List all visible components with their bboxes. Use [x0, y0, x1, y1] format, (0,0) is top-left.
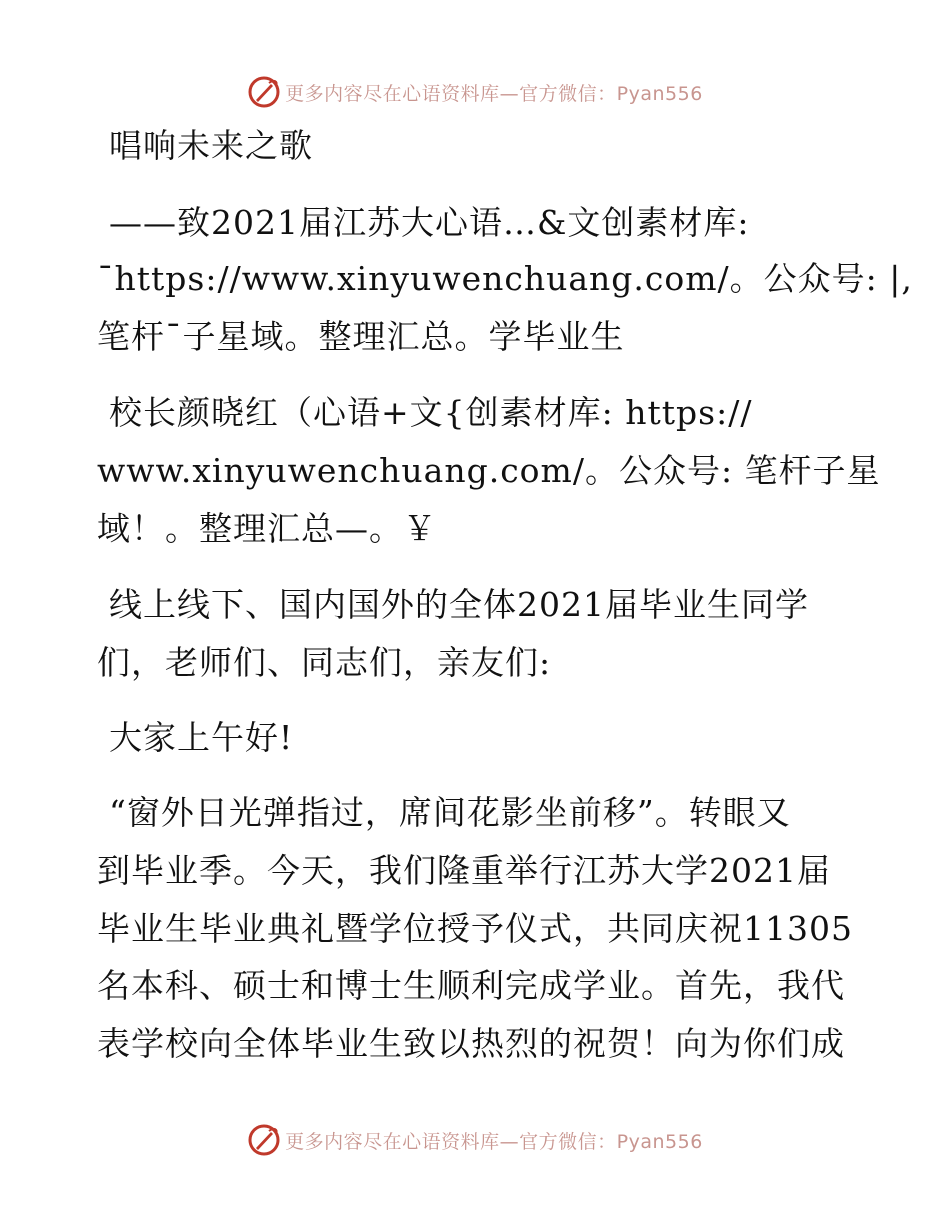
quill-pen-logo-icon [247, 75, 281, 109]
address-line: 们，老师们、同志们，亲友们: [97, 643, 552, 682]
address-line: 线上线下、国内国外的全体2021届毕业生同学 [109, 585, 809, 624]
quill-pen-logo-icon [247, 1123, 281, 1157]
author-line: 域！。整理汇总—。￥ [97, 509, 437, 548]
header-watermark-text: 更多内容尽在心语资料库—官方微信：Pyan556 [285, 82, 703, 105]
body-line: 表学校向全体毕业生致以热烈的祝贺！向为你们成 [97, 1024, 845, 1063]
header-watermark [0, 72, 950, 112]
author-line: www.xinyuwenchuang.com/。公众号: 笔杆子星 [97, 451, 881, 490]
document-title: 唱响未来之歌 [109, 126, 313, 165]
footer-watermark-text: 更多内容尽在心语资料库—官方微信：Pyan556 [285, 1130, 703, 1153]
body-line: 毕业生毕业典礼暨学位授予仪式，共同庆祝11305 [97, 909, 853, 948]
body-line: “窗外日光弹指过，席间花影坐前移”。转眼又 [109, 793, 791, 832]
footer-watermark [0, 1120, 950, 1160]
subtitle-line: ¯https://www.xinyuwenchuang.com/。公众号: |, [97, 259, 913, 298]
body-line: 名本科、硕士和博士生顺利完成学业。首先，我代 [97, 966, 845, 1005]
subtitle-line: ——致2021届江苏大心语…&文创素材库: [109, 203, 750, 242]
author-line: 校长颜晓红（心语+文{创素材库: https:// [109, 393, 753, 432]
subtitle-line: 笔杆¯子星域。整理汇总。学毕业生 [97, 317, 625, 356]
body-line: 到毕业季。今天，我们隆重举行江苏大学2021届 [97, 851, 831, 890]
greeting: 大家上午好! [109, 718, 294, 757]
